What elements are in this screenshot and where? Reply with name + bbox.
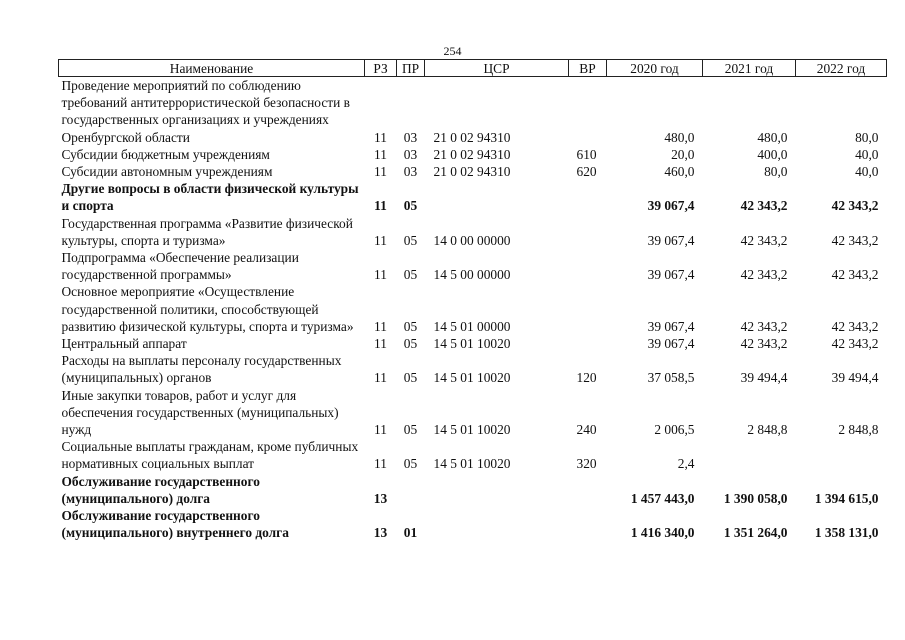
table-row [59,507,887,541]
cell-pr: 05 [403,370,418,386]
table-row [59,180,887,214]
cell-2021: 480,0 [757,129,788,145]
table-row [59,335,887,352]
header-2022: 2022 год [796,60,887,77]
header-pr: ПР [397,60,425,77]
cell-name: Социальные выплаты гражданам, кроме публичных нормативных социальных выплат [61,439,359,472]
cell-pr: 05 [403,318,418,334]
cell-pr: 05 [403,198,418,214]
cell-2022: 40,0 [855,146,879,162]
header-vr: ВР [569,60,607,77]
cell-name: Центральный аппарат [61,336,187,352]
cell-2021: 400,0 [757,146,788,162]
cell-name: Основное мероприятие «Осуществление государственной политики, способствующей развитию физической культуры, спорта и туризма» [61,284,354,334]
cell-2020: 39 067,4 [647,232,695,248]
cell-pr: 05 [403,422,418,438]
cell-2020: 37 058,5 [647,370,695,386]
cell-2022: 2 848,8 [838,422,879,438]
table-row [59,473,887,507]
table-row [59,438,887,472]
cell-2022: 80,0 [855,129,879,145]
cell-vr [569,215,607,249]
cell-csr: 14 5 01 10020 [433,422,511,438]
cell-2020: 1 416 340,0 [630,525,695,541]
cell-rz: 11 [374,164,387,180]
cell-name: Иные закупки товаров, работ и услуг для обеспечения государственных (муниципальных) нужд [61,387,339,438]
header-rz: РЗ [365,60,397,77]
cell-pr: 05 [403,456,418,472]
cell-pr: 03 [403,129,418,145]
header-name: Наименование [59,60,365,77]
cell-csr: 21 0 02 94310 [433,129,511,145]
cell-pr: 05 [403,232,418,248]
header-row [59,60,887,77]
cell-2022: 42 343,2 [831,198,879,214]
cell-rz: 11 [374,146,387,162]
cell-csr [425,473,569,507]
cell-2021: 42 343,2 [740,336,788,352]
cell-csr: 14 0 00 00000 [433,232,511,248]
cell-rz: 11 [374,232,387,248]
cell-2022: 1 358 131,0 [814,525,879,541]
cell-rz: 11 [374,336,387,352]
table-body [59,77,887,542]
cell-2020: 2 006,5 [654,422,695,438]
cell-vr [569,473,607,507]
cell-vr: 120 [576,370,597,386]
cell-csr [425,507,569,541]
cell-2022: 42 343,2 [831,318,879,334]
cell-vr: 610 [576,146,597,162]
cell-2020: 2,4 [677,456,695,472]
cell-name: Государственная программа «Развитие физической культуры, спорта и туризма» [61,215,353,248]
cell-csr: 14 5 01 10020 [433,370,511,386]
cell-2020: 460,0 [664,164,695,180]
cell-name: Обслуживание государственного (муниципального) долга [61,473,260,506]
cell-csr: 21 0 02 94310 [433,164,511,180]
cell-pr: 03 [403,146,418,162]
cell-name: Обслуживание государственного (муниципального) внутреннего долга [61,508,289,541]
table-header [59,60,887,77]
cell-2020: 39 067,4 [647,198,695,214]
cell-csr: 14 5 00 00000 [433,267,511,283]
cell-vr [569,249,607,283]
cell-2021: 39 494,4 [740,370,788,386]
cell-2021 [703,438,796,472]
cell-2021: 42 343,2 [740,232,788,248]
cell-csr: 14 5 01 10020 [433,456,511,472]
cell-2021: 42 343,2 [740,198,788,214]
cell-pr: 01 [403,525,418,541]
cell-csr: 14 5 01 00000 [433,318,511,334]
table-row [59,146,887,163]
cell-2021: 2 848,8 [747,422,788,438]
header-2020: 2020 год [607,60,703,77]
cell-name: Другие вопросы в области физической культуры и спорта [61,181,359,214]
cell-2022: 39 494,4 [831,370,879,386]
budget-table [58,59,887,541]
cell-2022 [796,438,887,472]
table-row [59,387,887,439]
cell-vr [569,335,607,352]
cell-2021: 42 343,2 [740,267,788,283]
header-csr: ЦСР [425,60,569,77]
cell-2021: 42 343,2 [740,318,788,334]
cell-name: Проведение мероприятий по соблюдению требований антитеррористической безопасности в государственных организациях и учреждениях Оренбургской области [61,78,350,145]
cell-rz: 11 [374,198,387,214]
cell-2022: 42 343,2 [831,336,879,352]
cell-2021: 1 351 264,0 [723,525,788,541]
cell-pr: 05 [403,336,418,352]
cell-name: Расходы на выплаты персоналу государственных (муниципальных) органов [61,353,342,386]
table-row [59,77,887,146]
table-row [59,249,887,283]
cell-2020: 480,0 [664,129,695,145]
cell-csr [425,180,569,214]
cell-2020: 39 067,4 [647,267,695,283]
cell-rz: 11 [374,267,387,283]
cell-name: Подпрограмма «Обеспечение реализации государственной программы» [61,250,299,283]
cell-2022: 1 394 615,0 [814,490,879,506]
cell-2020: 1 457 443,0 [630,490,695,506]
cell-vr: 620 [576,164,597,180]
cell-2022: 42 343,2 [831,267,879,283]
cell-2021: 80,0 [764,164,788,180]
table-row [59,283,887,335]
cell-vr [569,507,607,541]
cell-name: Субсидии бюджетным учреждениям [61,146,270,162]
table-row [59,215,887,249]
cell-pr: 05 [403,267,418,283]
cell-2022: 40,0 [855,164,879,180]
cell-rz: 13 [373,525,388,541]
cell-vr: 320 [576,456,597,472]
cell-2020: 39 067,4 [647,336,695,352]
cell-rz: 11 [374,318,387,334]
cell-name: Субсидии автономным учреждениям [61,164,273,180]
cell-csr: 14 5 01 10020 [433,336,511,352]
cell-2021: 1 390 058,0 [723,490,788,506]
cell-rz: 11 [374,422,387,438]
cell-vr: 240 [576,422,597,438]
cell-rz: 13 [373,490,388,506]
cell-csr: 21 0 02 94310 [433,146,511,162]
cell-vr [569,180,607,214]
cell-pr [397,473,425,507]
table-row [59,352,887,386]
cell-vr [569,77,607,146]
cell-pr: 03 [403,164,418,180]
cell-vr [569,283,607,335]
cell-2020: 20,0 [671,146,695,162]
cell-rz: 11 [374,129,387,145]
page-number: 254 [443,44,462,58]
table-row [59,163,887,180]
cell-2020: 39 067,4 [647,318,695,334]
cell-rz: 11 [374,456,387,472]
header-2021: 2021 год [703,60,796,77]
cell-rz: 11 [374,370,387,386]
cell-2022: 42 343,2 [831,232,879,248]
